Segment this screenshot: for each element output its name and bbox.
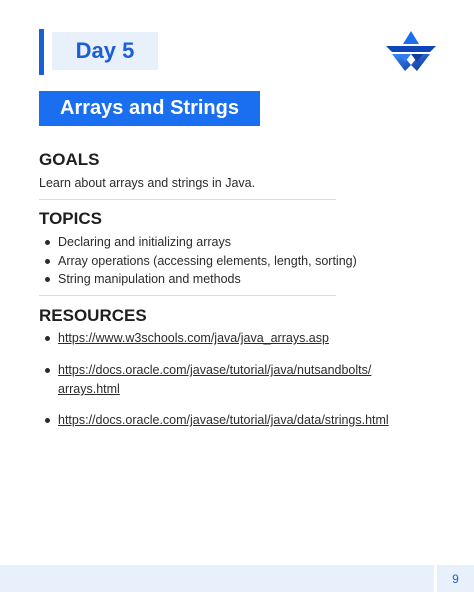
goals-text: Learn about arrays and strings in Java. (39, 176, 256, 190)
page-title-banner (39, 91, 260, 126)
bullet-dot (45, 368, 50, 373)
topics-divider (39, 295, 336, 296)
footer-bar (0, 565, 434, 592)
resource-link-oracle-arrays[interactable]: https://docs.oracle.com/javase/tutorial/java/nutsandbolts/ (58, 363, 372, 377)
bullet-dot (45, 336, 50, 341)
resource-link-oracle-strings[interactable]: https://docs.oracle.com/javase/tutorial/java/data/strings.html (58, 413, 389, 427)
w3-logo-icon (386, 29, 436, 73)
goals-divider (39, 199, 336, 200)
resource-link-oracle-arrays-cont[interactable]: arrays.html (58, 382, 120, 396)
resource-item (45, 329, 329, 348)
topic-item: Array operations (accessing elements, length, sorting) (45, 252, 357, 271)
resource-item (45, 411, 389, 430)
resource-link-w3schools-arrays[interactable]: https://www.w3schools.com/java/java_arrays.asp (58, 331, 329, 345)
topics-list (45, 233, 357, 289)
bullet-dot (45, 418, 50, 423)
page-number: 9 (437, 565, 474, 592)
goals-heading: GOALS (39, 150, 100, 169)
day-label: Day 5 (75, 38, 135, 63)
resource-item (45, 361, 371, 399)
topic-item: Declaring and initializing arrays (45, 233, 357, 252)
day-accent-bar (39, 29, 44, 75)
resources-heading: RESOURCES (39, 306, 147, 325)
page-title: Arrays and Strings (60, 97, 239, 119)
day-badge (52, 32, 158, 70)
topics-heading: TOPICS (39, 209, 102, 228)
topic-item: String manipulation and methods (45, 270, 357, 289)
